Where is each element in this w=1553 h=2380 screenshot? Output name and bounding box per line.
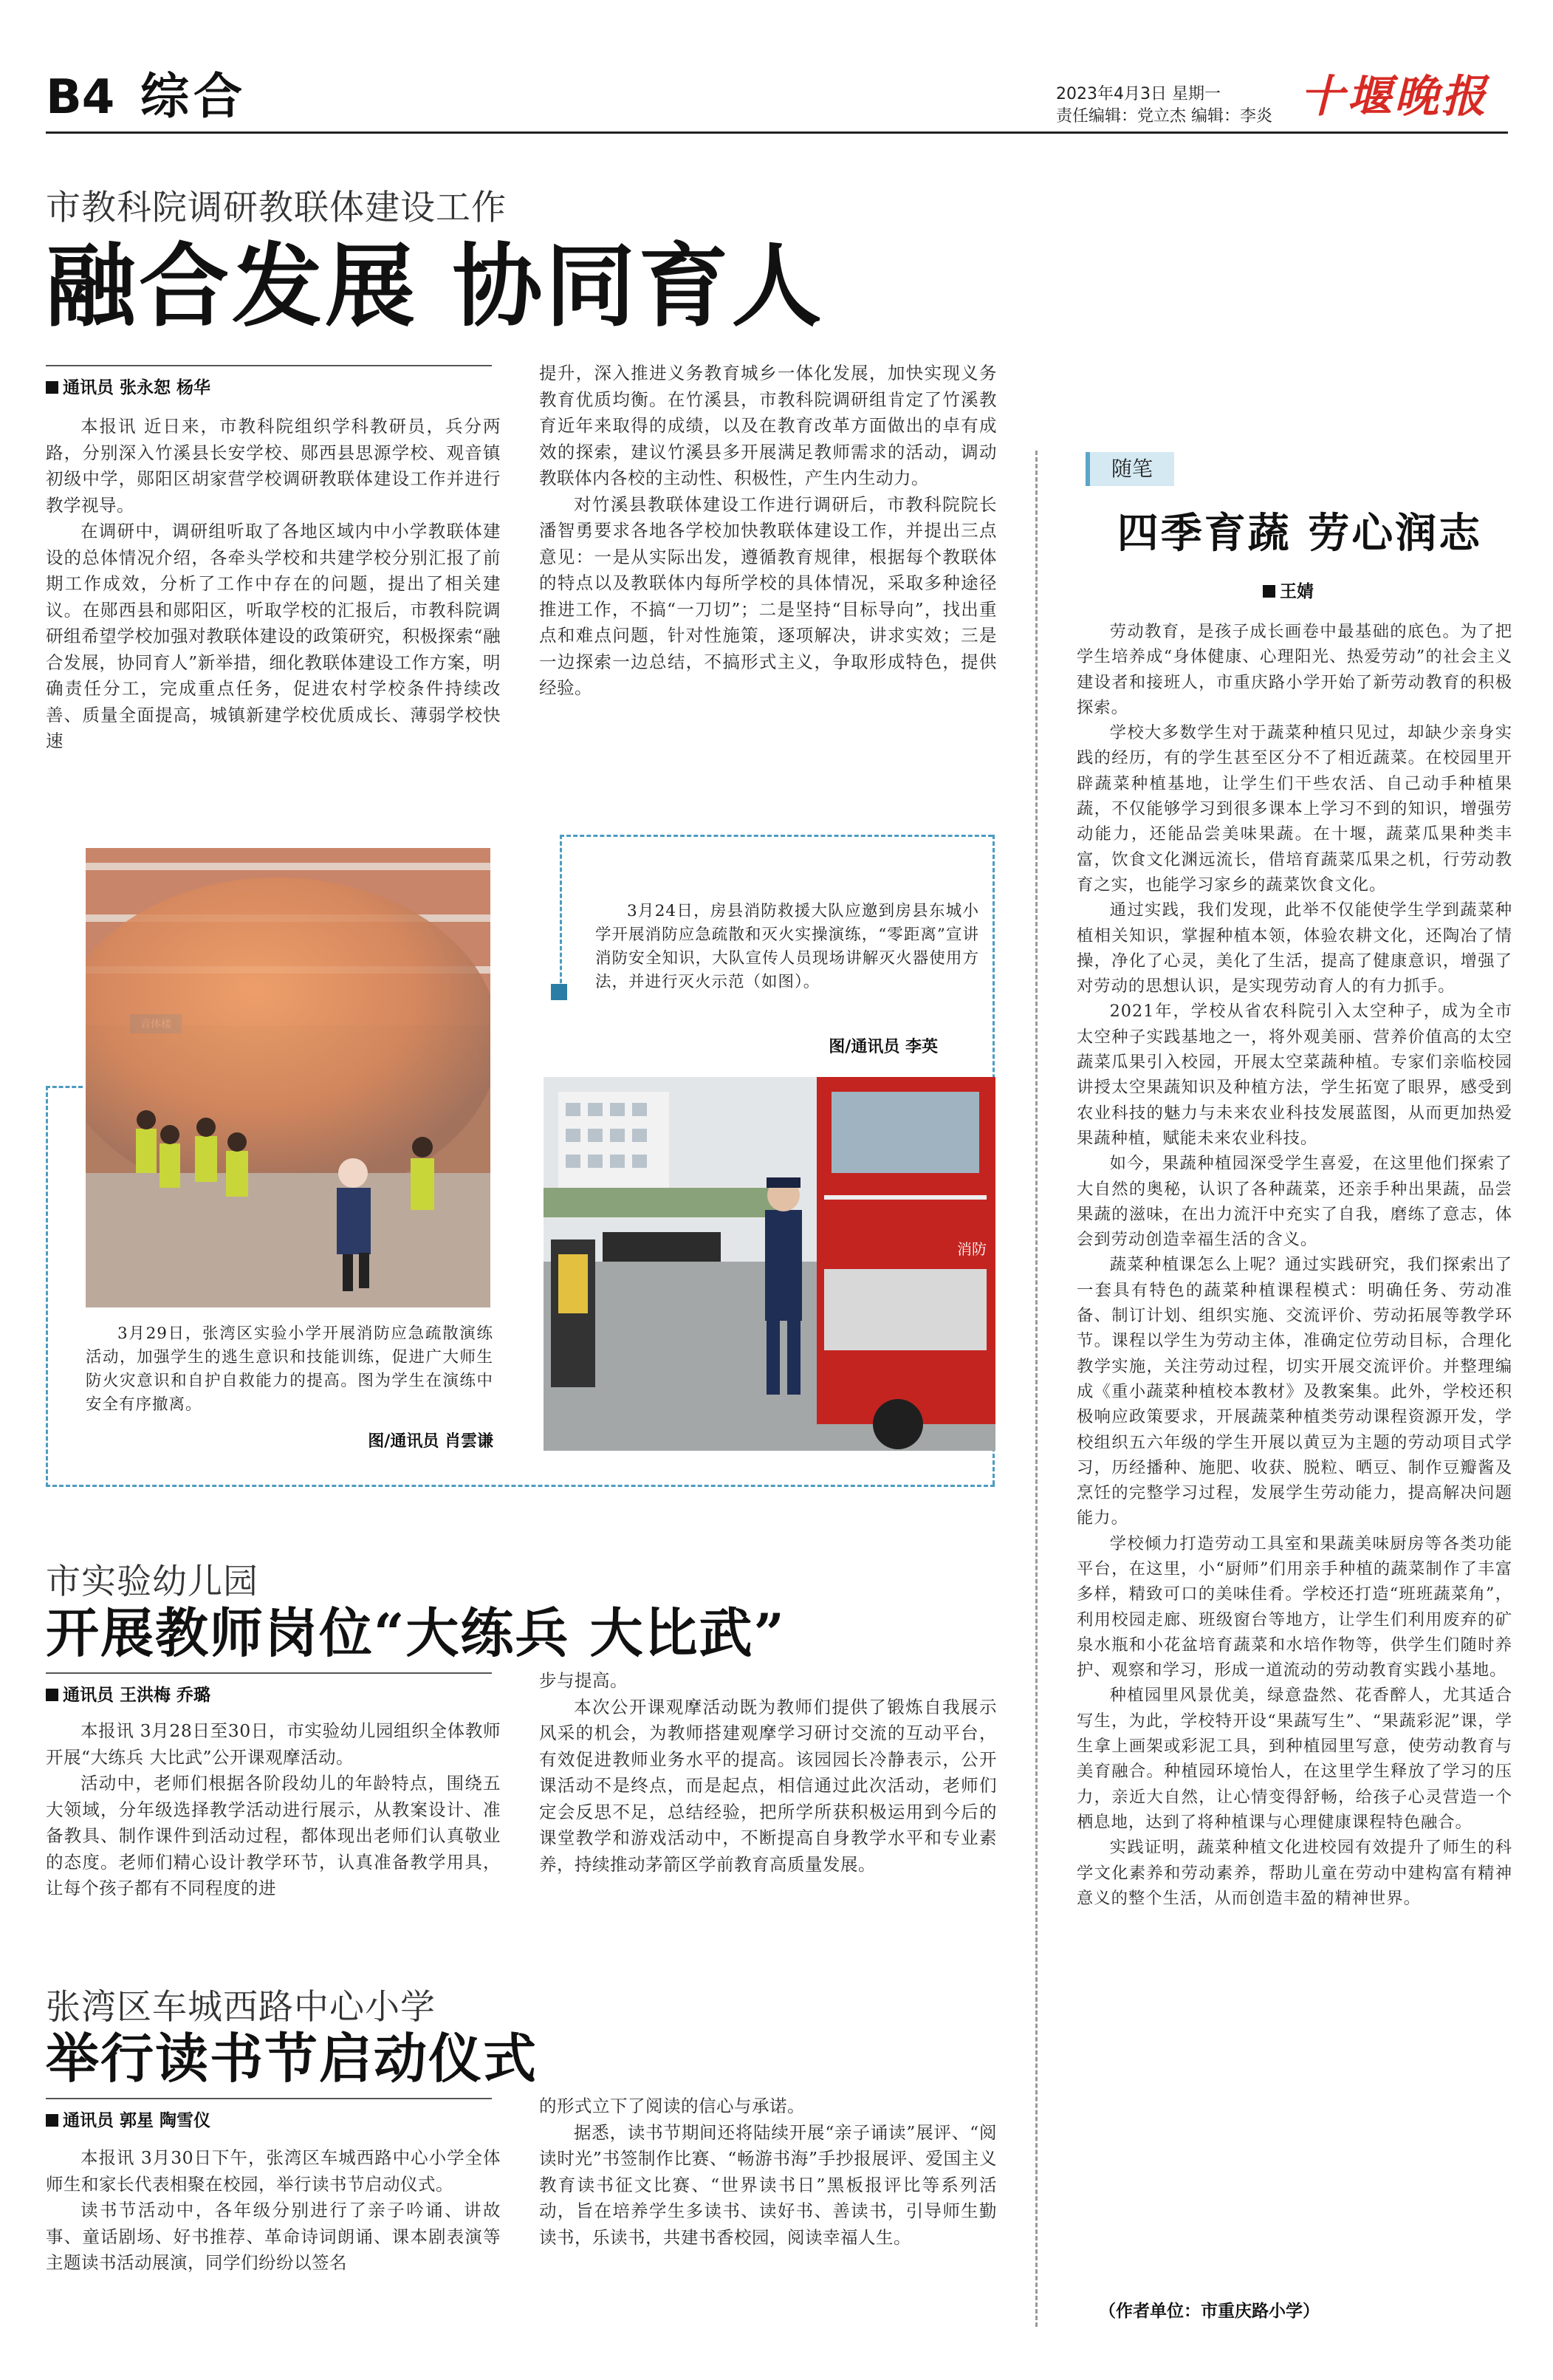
article3-col1-p2: 读书节活动中，各年级分别进行了亲子吟诵、讲故事、童话剧场、好书推荐、革命诗词朗诵、课本剧表演等主题读书活动展演，同学们纷纷以签名	[46, 2200, 501, 2273]
photo-fire-drill-illustration	[86, 848, 490, 1307]
essay-paragraph: 蔬菜种植课怎么上呢？通过实践研究，我们探索出了一套具有特色的蔬菜种植课程模式：明确任务、劳动准备、制订计划、组织实施、交流评价、劳动拓展等教学环节。课程以学生为劳动主体，准确定位劳动目标，合理化教学实施，关注劳动过程，切实开展交流评价。并整理编成《重小蔬菜种植校本教材》及教案集。此外，学校还积极响应政策要求，开展蔬菜种植类劳动课程资源开发，学校组织五六年级的学生开展以黄豆为主题的劳动项目式学习，历经播种、施肥、收获、脱粒、晒豆、制作豆瓣酱及烹饪的完整学习过程，发展学生劳动能力，提高解决问题能力。	[1077, 1255, 1512, 1528]
photo-right-caption: 3月24日，房县消防救援大队应邀到房县东城小学开展消防应急疏散和灭火实操演练，“零距离”宣讲消防安全知识，大队宣传人员现场讲解灭火器使用方法，并进行灭火示范（如图）。	[595, 902, 979, 991]
byline-square-icon	[1263, 585, 1275, 598]
article1-byline	[46, 374, 210, 398]
article3-col1-p1: 本报讯 3月30日下午，张湾区车城西路中心小学全体师生和家长代表相聚在校园，举行读书节启动仪式。	[46, 2147, 501, 2195]
byline-square-icon	[46, 2114, 58, 2127]
essay-byline-text: 王婧	[1280, 582, 1314, 601]
essay-paragraph: 通过实践，我们发现，此举不仅能使学生学到蔬菜种植相关知识，掌握种植本领，体验农耕文化，还陶冶了情操，净化了心灵，美化了生活，提高了健康意识，增强了对劳动的思想认识，是实现劳动育人的有力抓手。	[1077, 900, 1512, 996]
header-rule	[46, 131, 1508, 134]
article2-col2-p2: 本次公开课观摩活动既为教师们提供了锻炼自我展示风采的机会，为教师搭建观摩学习研讨交流的互动平台，有效促进教师业务水平的提高。该园园长冷静表示，公开课活动不是终点，而是起点，相信通过此次活动，老师们定会反思不足，总结经验，把所学所获积极运用到今后的课堂教学和游戏活动中，不断提高自身教学水平和专业素养，持续推动茅箭区学前教育高质量发展。	[539, 1696, 997, 1875]
editors-line: 责任编辑：党立杰 编辑：李炎	[1056, 107, 1272, 126]
essay-paragraph: 学校大多数学生对于蔬菜种植只见过，却缺少亲身实践的经历，有的学生甚至区分不了相近蔬菜。在校园里开辟蔬菜种植基地，让学生们干些农活、自己动手种植果蔬，不仅能够学习到很多课本上学习不到的知识，增强劳动能力，还能品尝美味果蔬。在十堰，蔬菜瓜果种类丰富，饮食文化渊远流长，借培育蔬菜瓜果之机，行劳动教育之实，也能学习家乡的蔬菜饮食文化。	[1077, 723, 1512, 895]
article1-kicker: 市教科院调研教联体建设工作	[46, 188, 507, 228]
essay-body	[1077, 619, 1512, 1911]
article2-column-1	[46, 1718, 501, 1902]
essay-paragraph: 如今，果蔬种植园深受学生喜爱，在这里他们探索了大自然的奥秘，认识了各种蔬菜，还亲手种出果蔬，品尝果蔬的滋味，在出力流汗中充实了自我，磨练了意志，体会到劳动创造幸福生活的含义。	[1077, 1154, 1512, 1250]
essay-paragraph: 劳动教育，是孩子成长画卷中最基础的底色。为了把学生培养成“身体健康、心理阳光、热爱劳动”的社会主义建设者和接班人，市重庆路小学开始了新劳动教育的积极探索。	[1077, 622, 1512, 717]
section-name: 综合	[140, 68, 247, 125]
article3-kicker: 张湾区车城西路中心小学	[46, 1987, 436, 2028]
byline-square-icon	[46, 1689, 58, 1701]
photo-block-frame-left2	[46, 1086, 48, 1487]
photo-block-frame-left	[560, 835, 562, 990]
article2-col1-p2: 活动中，老师们根据各阶段幼儿的年龄特点，围绕五大领域，分年级选择教学活动进行展示，从教案设计、准备教具、制作课件到活动过程，都体现出老师们认真敬业的态度。老师们精心设计教学环节，认真准备教学用具，让每个孩子都有不同程度的进	[46, 1773, 501, 1898]
essay-paragraph: 种植园里风景优美，绿意盎然、花香醉人，尤其适合写生，为此，学校特开设“果蔬写生”、“果蔬彩泥”课，学生拿上画架或彩泥工具，到种植园里写意，使劳动教育与美育融合。种植园环境怡人，在这里学生释放了学习的压力，亲近大自然，让心情变得舒畅，给孩子心灵营造一个栖息地，达到了将种植课与心理健康课程特色融合。	[1077, 1686, 1512, 1832]
article2-kicker: 市实验幼儿园	[46, 1562, 258, 1602]
essay-paragraph: 学校倾力打造劳动工具室和果蔬美味厨房等各类功能平台，在这里，小“厨师”们用亲手种植的蔬菜制作了丰富多样，精致可口的美味佳肴。学校还打造“班班蔬菜角”，利用校园走廊、班级窗台等地方，让学生们利用废弃的矿泉水瓶和小花盆培育蔬菜和水培作物等，供学生们随时养护、观察和学习，形成一道流动的劳动教育实践小基地。	[1077, 1533, 1512, 1680]
article1-rule	[46, 365, 492, 366]
article1-headline: 融合发展 协同育人	[46, 233, 825, 339]
article2-col2-p1: 步与提高。	[539, 1670, 628, 1691]
article3-byline	[46, 2107, 210, 2131]
essay-byline	[1263, 578, 1314, 602]
article3-column-1	[46, 2145, 501, 2277]
article2-byline	[46, 1681, 210, 1706]
article3-col2-p1: 的形式立下了阅读的信心与承诺。	[539, 2096, 805, 2116]
article3-col2-p2: 据悉，读书节期间还将陆续开展“亲子诵读”展评、“阅读时光”书签制作比赛、“畅游书海”手抄报展评、爱国主义教育读书征文比赛、“世界读书日”黑板报评比等系列活动，旨在培养学生多读书、读好书、善读书，引导师生勤读书，乐读书，共建书香校园，阅读幸福人生。	[539, 2121, 997, 2248]
essay-headline: 四季育蔬 劳心润志	[1117, 509, 1483, 558]
article1-byline-text: 通讯员 张永恕 杨华	[63, 378, 211, 397]
accent-square-icon	[551, 984, 567, 1000]
byline-square-icon	[46, 381, 58, 394]
date-line: 2023年4月3日 星期一	[1056, 85, 1221, 103]
photo-fire-truck-illustration	[544, 1077, 995, 1451]
article2-rule	[46, 1672, 492, 1674]
article1-col2-p1: 提升，深入推进义务教育城乡一体化发展，加快实现义务教育优质均衡。在竹溪县，市教科院调研组肯定了竹溪教育近年来取得的成绩，以及在教育改革方面做出的卓有成效的探索，建议竹溪县多开展满足教师需求的活动，调动教联体内各校的主动性、积极性，产生内生动力。	[539, 363, 997, 488]
article3-headline: 举行读书节启动仪式	[46, 2027, 538, 2090]
photo-left-credit: 图/通讯员 肖雲谦	[368, 1432, 493, 1451]
article1-column-1	[46, 414, 501, 755]
truck-label-text: 消防	[957, 1240, 987, 1258]
article1-column-2	[539, 360, 997, 702]
essay-paragraph: 2021年，学校从省农科院引入太空种子，成为全市太空种子实践基地之一，将外观美丽、营养价值高的太空蔬菜瓜果引入校园，开展太空菜蔬种植。专家们亲临校园讲授太空果蔬知识及种植方法，学生拓宽了眼界，感受到农业科技的魅力与未来农业科技发展蓝图，从而更加热爱果蔬种植，赋能未来农业科技。	[1077, 1002, 1512, 1148]
article1-col1-p1: 本报讯 近日来，市教科院组织学科教研员，兵分两路，分别深入竹溪县长安学校、郧西县思源学校、观音镇初级中学，郧阳区胡家营学校调研教联体建设工作并进行教学视导。	[46, 416, 501, 516]
article2-column-2	[539, 1668, 997, 1878]
photo-fire-drill-school	[86, 848, 490, 1307]
article2-col1-p1: 本报讯 3月28日至30日，市实验幼儿园组织全体教师开展“大练兵 大比武”公开课观摩活动。	[46, 1720, 501, 1768]
page-number: B4	[46, 70, 115, 125]
photo-block-frame-mid	[46, 1086, 83, 1088]
essay-tag: 随笔	[1086, 452, 1174, 486]
photo-right-credit: 图/通讯员 李英	[829, 1038, 938, 1056]
article2-headline: 开展教师岗位“大练兵 大比武”	[46, 1601, 786, 1664]
photo-block-frame-bottom	[46, 1485, 995, 1487]
article1-col1-p2: 在调研中，调研组听取了各地区域内中小学教联体建设的总体情况介绍，各牵头学校和共建学校分别汇报了前期工作成效，分析了工作中存在的问题，提出了相关建议。在郧西县和郧阳区，听取学校的汇报后，市教科院调研组希望学校加强对教联体建设的政策研究，积极探索“融合发展，协同育人”新举措，细化教联体建设工作方案，明确责任分工，完成重点任务，促进农村学校条件持续改善、质量全面提高，城镇新建学校优质成长、薄弱学校快速	[46, 521, 501, 751]
article3-column-2	[539, 2093, 997, 2251]
photo-block-frame-top	[560, 835, 993, 837]
article3-rule	[46, 2098, 492, 2099]
photo-left-caption: 3月29日，张湾区实验小学开展消防应急疏散演练活动，加强学生的逃生意识和技能训练，促进广大师生防火灾意识和自护自救能力的提高。图为学生在演练中安全有序撤离。	[86, 1324, 493, 1414]
article1-col2-p2: 对竹溪县教联体建设工作进行调研后，市教科院院长潘智勇要求各地各学校加快教联体建设工作，并提出三点意见：一是从实际出发，遵循教育规律，根据每个教联体的特点以及教联体内每所学校的具体情况，采取多种途径推进工作，不搞“一刀切”；二是坚持“目标导向”，找出重点和难点问题，针对性施策，逐项解决，讲求实效；三是一边探索一边总结，不搞形式主义，争取形成特色，提供经验。	[539, 493, 997, 698]
article3-byline-text: 通讯员 郭星 陶雪仪	[63, 2111, 211, 2130]
essay-author-unit: （作者单位：市重庆路小学）	[1099, 2302, 1320, 2321]
article2-byline-text: 通讯员 王洪梅 乔璐	[63, 1686, 211, 1705]
column-divider-dashed	[1035, 451, 1038, 2327]
photo-fire-truck-demo	[544, 1077, 995, 1451]
masthead-logo: 十堰晚报	[1300, 71, 1489, 123]
essay-paragraph: 实践证明，蔬菜种植文化进校园有效提升了师生的科学文化素养和劳动素养，帮助儿童在劳动中建构富有精神意义的整个生活，从而创造丰盈的精神世界。	[1077, 1838, 1512, 1908]
